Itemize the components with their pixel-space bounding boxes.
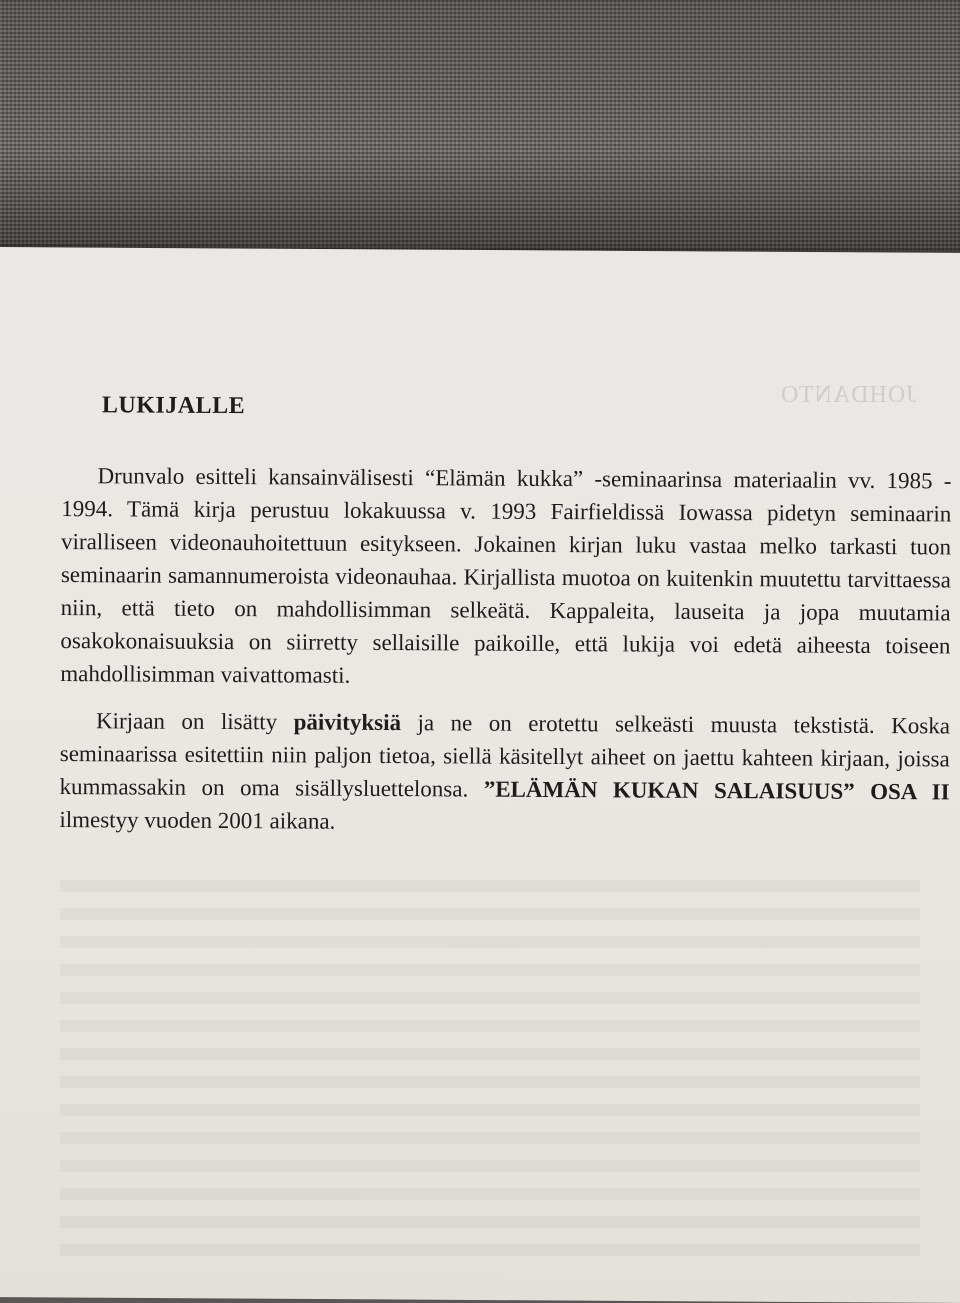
- fabric-shadow: [0, 0, 960, 252]
- bleedthrough-text: [60, 880, 920, 1260]
- paragraph-2: [59, 704, 950, 841]
- paragraph-2-text-3: ilmestyy vuoden 2001 aikana.: [59, 806, 336, 834]
- paragraph-2-bold-title: ”ELÄMÄN KUKAN SALAISUUS” OSA II: [483, 776, 950, 805]
- page-text: [59, 392, 952, 841]
- paragraph-2-text-2: ja ne on erotettu selkeästi muusta tekstistä. Koska seminaarissa esitettiin niin paljon tietoa, siellä käsitellyt aiheet on jaettu kahteen kirjaan, joissa kummassakin on oma sisällysluettelonsa.: [59, 710, 951, 802]
- paragraph-2-text-1: Kirjaan on lisätty: [95, 708, 294, 735]
- paragraph-1: Drunvalo esitteli kansainvälisesti “Elämän kukka” -seminaarinsa materiaalin vv. 1985 - 1994. Tämä kirja perustuu lokakuussa v. 1993 Fairfieldissä Iowassa pidetyn seminaarin viralliseen videonauhoitettuun esitykseen. Jokainen kirjan luku vastaa melko tarkasti tuon seminaarin samannumeroista videonauhaa. Kirjallista muotoa on kuitenkin muutettu tarvittaessa niin, että tieto on mahdollisimman selkeätä. Kappaleita, lauseita ja jopa muutamia osakokonaisuuksia on siirretty sellaisille paikoille, että lukija voi edetä aiheesta toiseen mahdollisimman vaivattomasti.: [60, 463, 952, 688]
- paragraph-2-bold-updates: päivityksiä: [293, 709, 402, 736]
- bleedthrough-heading: JOHDANTO: [780, 382, 916, 408]
- page-heading: LUKIJALLE: [101, 392, 246, 420]
